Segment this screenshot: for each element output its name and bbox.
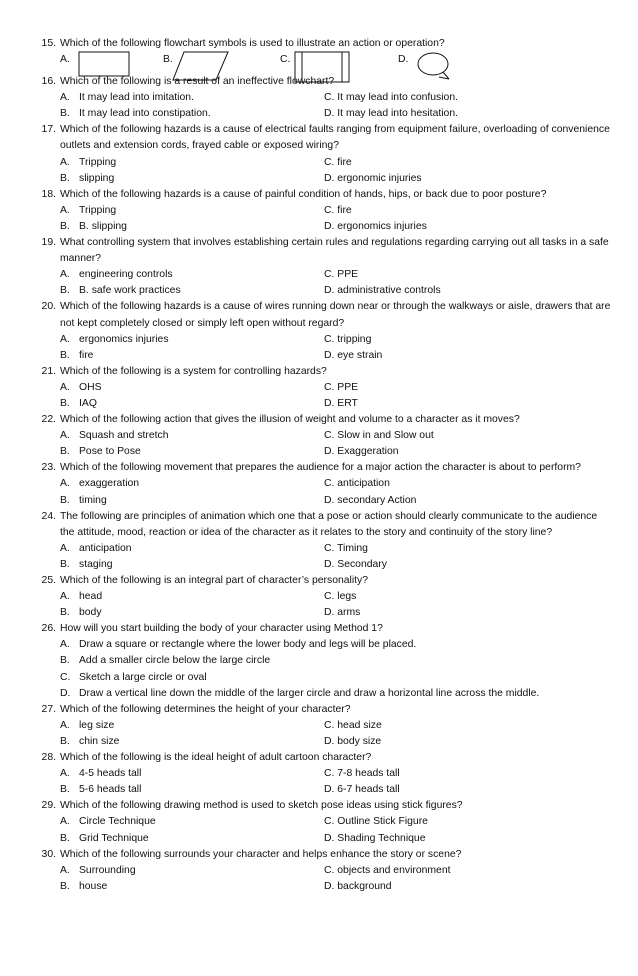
question-number: 17. (41, 124, 56, 136)
question-16 (0, 74, 638, 122)
option-row (0, 831, 638, 847)
question-number: 18. (41, 188, 56, 200)
option-text: D. eye strain (324, 349, 383, 361)
option-text: C. fire (324, 156, 352, 168)
question-22 (0, 412, 638, 460)
option-row (0, 155, 638, 171)
option-text: fire (79, 349, 94, 361)
question-number: 21. (41, 365, 56, 377)
question-30 (0, 847, 638, 895)
option-text: C. Outline Stick Figure (324, 816, 428, 828)
question-text: Which of the following hazards is a cause of electrical faults ranging from equipment failure, overloading of convenience outlets and extension cords, frayed cable or exposed wiring? (60, 124, 610, 152)
question-28 (0, 750, 638, 798)
question-number: 28. (41, 752, 56, 764)
option-text: body (79, 607, 102, 619)
option-letter: B. (60, 784, 70, 796)
option-row (0, 219, 638, 235)
option-letter: B. (60, 220, 70, 232)
option-row (0, 766, 638, 782)
option-text: C. anticipation (324, 478, 390, 490)
question-24 (0, 509, 638, 573)
option-text: D. ergonomic injuries (324, 172, 422, 184)
option-text: Pose to Pose (79, 446, 141, 458)
question-23 (0, 460, 638, 508)
question-text: Which of the following is an integral part of character’s personality? (60, 575, 369, 586)
question-number: 29. (41, 800, 56, 812)
option-text: leg size (79, 719, 115, 731)
option-row (0, 348, 638, 364)
option-text: anticipation (79, 542, 132, 554)
option-letter: D. (398, 54, 409, 66)
question-26 (0, 621, 638, 701)
option-letter: B. (60, 880, 70, 892)
option-letter: B. (60, 108, 70, 120)
option-row (0, 670, 638, 686)
question-17 (0, 122, 638, 186)
question-number: 30. (41, 848, 56, 860)
question-15 (0, 36, 638, 74)
question-number: 16. (41, 76, 56, 88)
option-row (0, 653, 638, 669)
option-letter: A. (60, 430, 70, 442)
option-text: head (79, 591, 103, 603)
option-row (0, 605, 638, 621)
option-text: C. Timing (324, 542, 368, 554)
option-text: Surrounding (79, 864, 136, 876)
option-row (0, 863, 638, 879)
option-letter: A. (60, 381, 70, 393)
question-19 (0, 235, 638, 299)
option-text: IAQ (79, 397, 97, 409)
question-text: Which of the following determines the height of your character? (60, 703, 351, 715)
option-text: C. objects and environment (324, 864, 451, 876)
question-27 (0, 702, 638, 750)
option-text: C. head size (324, 719, 382, 731)
option-letter: C. (280, 54, 291, 66)
option-letter: A. (60, 156, 70, 168)
option-letter: B. (60, 349, 70, 361)
question-number: 15. (41, 38, 56, 49)
option-row (0, 541, 638, 557)
question-text: Which of the following drawing method is used to sketch pose ideas using stick figures? (60, 800, 463, 812)
option-text: D. ERT (324, 397, 358, 409)
option-letter: B. (60, 655, 70, 667)
option-letter: A. (60, 204, 70, 216)
option-row (0, 396, 638, 412)
option-text: D. Shading Technique (324, 832, 426, 844)
option-letter: A. (60, 639, 70, 651)
option-text: D. 6-7 heads tall (324, 784, 400, 796)
option-row (0, 106, 638, 122)
option-text: slipping (79, 172, 115, 184)
option-row (0, 734, 638, 750)
question-text: Which of the following hazards is a cause of painful condition of hands, hips, or back due to poor posture? (60, 188, 547, 200)
option-text: Tripping (79, 204, 117, 216)
question-21 (0, 364, 638, 412)
option-text: D. administrative controls (324, 285, 441, 297)
question-number: 23. (41, 462, 56, 474)
option-text: D. It may lead into hesitation. (324, 108, 458, 120)
option-text: 5-6 heads tall (79, 784, 142, 796)
option-row (0, 171, 638, 187)
option-text: D. secondary Action (324, 494, 417, 506)
option-letter: B. (60, 172, 70, 184)
option-text: D. background (324, 880, 392, 892)
option-text: D. body size (324, 735, 382, 747)
option-text: Circle Technique (79, 816, 156, 828)
option-letter: B. (60, 607, 70, 619)
question-text: The following are principles of animation which one that a pose or action should clearly communicate to the audience the attitude, mood, reaction or idea of the character as it relates to the story and continuity of the story line? (60, 510, 598, 538)
question-number: 27. (41, 703, 56, 715)
option-letter: B. (60, 832, 70, 844)
question-text: Which of the following surrounds your character and helps enhance the story or scene? (60, 848, 462, 860)
option-text: Draw a square or rectangle where the lower body and legs will be placed. (79, 639, 417, 651)
question-number: 19. (41, 237, 56, 249)
question-25 (0, 573, 638, 621)
option-row (0, 686, 638, 702)
option-text: C. It may lead into confusion. (324, 92, 458, 104)
question-text: Which of the following is the ideal height of adult cartoon character? (60, 752, 372, 764)
option-letter: B. (163, 54, 173, 66)
option-letter: A. (60, 478, 70, 490)
option-row (0, 476, 638, 492)
option-letter: A. (60, 719, 70, 731)
question-text: Which of the following action that gives the illusion of weight and volume to a character as it moves? (60, 414, 520, 426)
question-29 (0, 798, 638, 846)
question-18 (0, 187, 638, 235)
option-letter: B. (60, 735, 70, 747)
option-row (0, 718, 638, 734)
option-text: Squash and stretch (79, 430, 169, 442)
option-letter: A. (60, 768, 70, 780)
option-text: C. fire (324, 204, 352, 216)
option-text: engineering controls (79, 269, 173, 281)
option-row (0, 203, 638, 219)
option-letter: A. (60, 816, 70, 828)
option-text: C. Slow in and Slow out (324, 430, 434, 442)
question-text: Which of the following is a system for controlling hazards? (60, 365, 327, 377)
option-row (0, 493, 638, 509)
option-letter: A. (60, 92, 70, 104)
question-number: 24. (41, 510, 56, 522)
question-text: How will you start building the body of your character using Method 1? (60, 623, 383, 635)
option-row (0, 589, 638, 605)
option-letter: A. (60, 542, 70, 554)
option-text: Add a smaller circle below the large circle (79, 655, 271, 667)
option-text: 4-5 heads tall (79, 768, 142, 780)
option-text: OHS (79, 381, 102, 393)
question-number: 25. (41, 575, 56, 586)
option-letter: A. (60, 269, 70, 281)
option-text: D. Secondary (324, 558, 387, 570)
option-letter: C. (60, 671, 71, 683)
option-text: Sketch a large circle or oval (79, 671, 207, 683)
quiz-page (0, 36, 638, 895)
option-text: B. slipping (79, 220, 127, 232)
option-letter: A. (60, 333, 70, 345)
option-text: Tripping (79, 156, 117, 168)
option-letter: B. (60, 285, 70, 297)
question-20 (0, 299, 638, 363)
option-row (0, 283, 638, 299)
option-row (0, 814, 638, 830)
option-text: C. tripping (324, 333, 372, 345)
option-text: D. ergonomics injuries (324, 220, 427, 232)
option-text: C. PPE (324, 269, 359, 281)
option-letter: B. (60, 558, 70, 570)
option-text: chin size (79, 735, 120, 747)
option-text: ergonomics injuries (79, 333, 169, 345)
option-letter: B. (60, 446, 70, 458)
question-text: Which of the following movement that prepares the audience for a major action the character is about to perform? (60, 462, 581, 474)
option-row (0, 428, 638, 444)
option-text: C. PPE (324, 381, 359, 393)
question-text: Which of the following is a result of an ineffective flowchart? (60, 76, 335, 88)
option-letter: B. (60, 397, 70, 409)
option-row (0, 879, 638, 895)
option-letter: D. (60, 687, 71, 699)
option-letter: A. (60, 591, 70, 603)
option-text: B. safe work practices (79, 285, 181, 297)
option-letter: B. (60, 494, 70, 506)
question-number: 26. (41, 623, 56, 635)
option-row (0, 782, 638, 798)
question-number: 20. (41, 301, 56, 313)
option-row (0, 267, 638, 283)
option-row (0, 90, 638, 106)
option-row (0, 444, 638, 460)
option-row (0, 380, 638, 396)
option-row (0, 637, 638, 653)
question-text: Which of the following flowchart symbols is used to illustrate an action or operation? (60, 38, 445, 49)
question-text: Which of the following hazards is a cause of wires running down near or through the walkways or aisle, drawers that are not kept completely closed or simply left open without regard? (60, 301, 611, 329)
question-text: What controlling system that involves establishing certain rules and regulations regarding carrying out all tasks in a safe manner? (60, 237, 609, 265)
option-text: staging (79, 558, 113, 570)
option-letter: A. (60, 864, 70, 876)
option-text: D. arms (324, 607, 361, 619)
question-number: 22. (41, 414, 56, 426)
option-text: timing (79, 494, 107, 506)
option-text: C. 7-8 heads tall (324, 768, 400, 780)
option-text: It may lead into constipation. (79, 108, 211, 120)
option-text: Grid Technique (79, 832, 149, 844)
option-text: house (79, 880, 108, 892)
option-text: Draw a vertical line down the middle of the larger circle and draw a horizontal line across the middle. (79, 687, 540, 699)
option-text: C. legs (324, 591, 357, 603)
option-text: exaggeration (79, 478, 140, 490)
option-row (0, 557, 638, 573)
option-text: D. Exaggeration (324, 446, 399, 458)
option-letter: A. (60, 54, 70, 66)
option-row (0, 332, 638, 348)
option-text: It may lead into imitation. (79, 92, 194, 104)
flowchart-symbols (0, 36, 638, 74)
